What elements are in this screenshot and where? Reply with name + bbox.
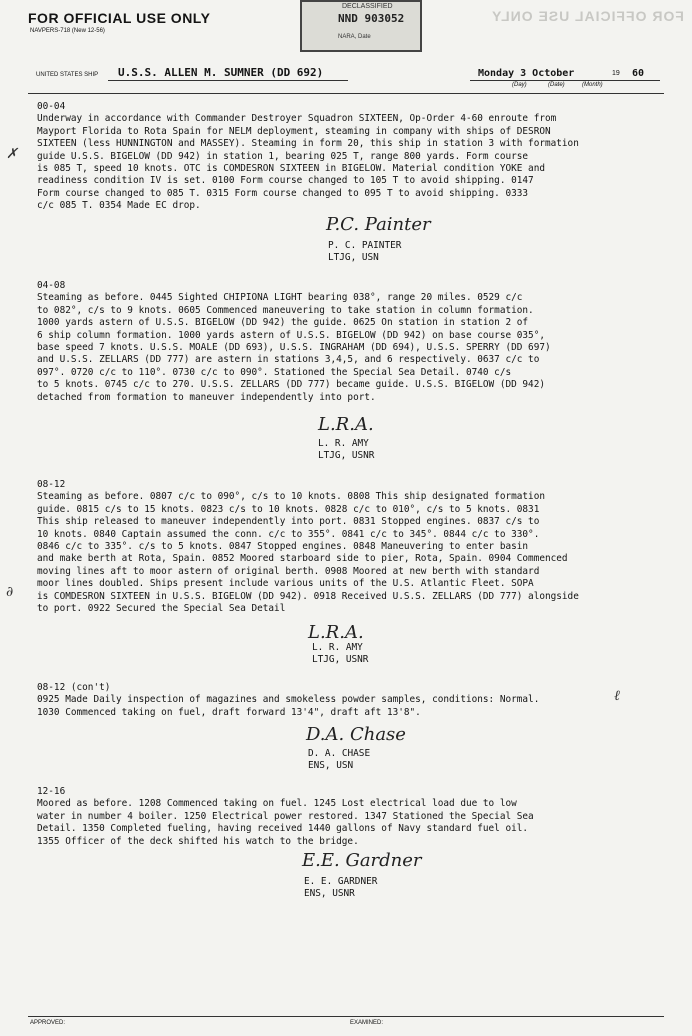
officer-rank: LTJG, USNR [312,654,369,666]
officer-name: E. E. GARDNER [304,876,378,887]
officer-signature-block [318,438,374,463]
watch-entry-12-16 [37,786,622,848]
classification-header: FOR OFFICIAL USE ONLY [28,10,211,26]
examined-label: EXAMINED: [350,1020,384,1026]
approved-label: APPROVED: [30,1020,66,1026]
officer-signature: D.A. Chase [306,724,406,745]
watch-narrative: 0925 Made Daily inspection of magazines and smokeless powder samples, conditions: Normal. 1030 Commenced taking on fuel, draft forward 13'4", draft aft 13'8". [37,694,540,718]
watch-entry-08-12 [37,479,622,615]
officer-rank: ENS, USN [308,760,354,772]
form-number: NAVPERS-718 (New 12-56) [30,28,105,34]
watch-entry-04-08 [37,280,622,404]
officer-signature-block [308,748,370,773]
year-prefix: 19 [612,70,620,77]
header-rule [28,93,664,94]
footer-rule [28,1016,664,1017]
officer-rank: LTJG, USN [328,252,379,264]
margin-correction-mark: ✗ [6,146,18,162]
officer-name: D. A. CHASE [308,748,371,759]
date-underline [470,80,660,81]
watch-narrative: Steaming as before. 0445 Sighted CHIPIONA LIGHT bearing 038°, range 20 miles. 0529 c/c to 082°, c/s to 9 knots. 0605 Commenced maneuvering to take station in column formation. 1000 yards astern of U.S.S. BIGELOW (DD 942) the guide. 0625 On station in station 2 of 6 ship column formation. 1000 yards astern of U.S.S. BIGELOW (DD 942) on base course 035°, base speed 7 knots. U.S.S. MOALE (DD 693), U.S.S. INGRAHAM (DD 694), U.S.S. SPERRY (DD 697) and U.S.S. ZELLARS (DD 777) are astern in stations 3,4,5, and 6 respectively. 0637 c/c to 097°. 0720 c/c to 110°. 0730 c/c to 090°. Stationed the Special Sea Detail. 0740 c/s to 5 knots. 0745 c/c to 270. U.S.S. ZELLARS (DD 777) became guide. U.S.S. BIGELOW (DD 942) detached from formation to maneuver independently into port. [37,292,551,403]
watch-narrative: Moored as before. 1208 Commenced taking on fuel. 1245 Lost electrical load due to low water in number 4 boiler. 1250 Electrical power restored. 1347 Stationed the Special Sea Detail. 1350 Completed fueling, having received 1440 gallons of Navy standard fuel oil. 1355 Officer of the deck shifted his watch to the bridge. [37,798,534,847]
officer-signature-block [312,642,368,667]
bleed-through-header: FOR OFFICIAL USE ONLY [491,8,684,24]
officer-signature-block [328,240,401,265]
ship-name: U.S.S. ALLEN M. SUMNER (DD 692) [118,66,324,79]
stamp-line-1: DECLASSIFIED [342,3,393,10]
officer-rank: ENS, USNR [304,888,355,900]
officer-name: L. R. AMY [318,438,369,449]
margin-check-mark: ℓ [614,688,620,704]
officer-signature: L.R.A. [308,622,364,643]
date-caption: (Date) [548,82,565,88]
watch-time: 08-12 (con't) [37,682,111,693]
ship-label: UNITED STATES SHIP [36,72,99,78]
ship-underline [108,80,348,81]
month-caption: (Month) [582,82,603,88]
day-caption: (Day) [512,82,527,88]
watch-time: 00-04 [37,101,66,112]
margin-initials-mark: ∂ [6,584,14,600]
watch-time: 04-08 [37,280,66,291]
log-year: 60 [632,68,645,79]
stamp-nara: NARA, Date [338,34,371,40]
stamp-authority: NND 903052 [338,12,405,25]
officer-signature: E.E. Gardner [302,850,422,871]
officer-signature: P.C. Painter [326,214,431,235]
officer-signature: L.R.A. [318,414,374,435]
log-date: Monday 3 October [478,68,575,79]
watch-narrative: Underway in accordance with Commander Destroyer Squadron SIXTEEN, Op-Order 4-60 enroute from Mayport Florida to Rota Spain for NELM deployment, steaming in company with ships of DESRON SIXTEEN (less HUNNINGTON and MASSEY). Steaming in form 20, this ship in station 3 with formation guide U.S.S. BIGELOW (DD 942) in station 1, bearing 025 T, range 800 yards. Form course is 085 T, speed 10 knots. OTC is COMDESRON SIXTEEN in BIGELOW. Material condition YOKE and readiness condition IV is set. 0100 Form course changed to 105 T to avoid shipping. 0147 Form course changed to 085 T. 0315 Form course changed to 095 T to avoid shipping. 0333 c/c 085 T. 0354 Made EC drop. [37,113,579,212]
watch-entry-00-04 [37,101,622,213]
officer-name: L. R. AMY [312,642,363,653]
watch-entry-08-12-continued [37,682,622,719]
officer-rank: LTJG, USNR [318,450,375,462]
officer-signature-block [304,876,377,901]
watch-narrative: Steaming as before. 0807 c/c to 090°, c/s to 10 knots. 0808 This ship designated formation guide. 0815 c/s to 15 knots. 0823 c/s to 10 knots. 0828 c/c to 010°, c/s to 5 knots. 0831 This ship released to maneuver independently into port. 0831 Stopped engines. 0837 c/s to 10 knots. 0840 Captain assumed the conn. c/c to 355°. 0841 c/c to 345°. 0844 c/c to 330°. 0846 c/c to 335°. c/s to 5 knots. 0847 Stopped engines. 0848 Maneuvering to enter basin and make berth at Rota, Spain. 0852 Moored starboard side to pier, Rota, Spain. 0904 Commenced moving lines aft to moor astern of original berth. 0908 Moored at new berth with standard moor lines doubled. Ships present include various units of the U.S. Atlantic Fleet. SOPA is COMDESRON SIXTEEN in U.S.S. BIGELOW (DD 942). 0918 Received U.S.S. ZELLARS (DD 777) alongside to port. 0922 Secured the Special Sea Detail [37,491,579,615]
officer-name: P. C. PAINTER [328,240,402,251]
watch-time: 12-16 [37,786,66,797]
declassification-stamp [300,0,422,52]
watch-time: 08-12 [37,479,66,490]
